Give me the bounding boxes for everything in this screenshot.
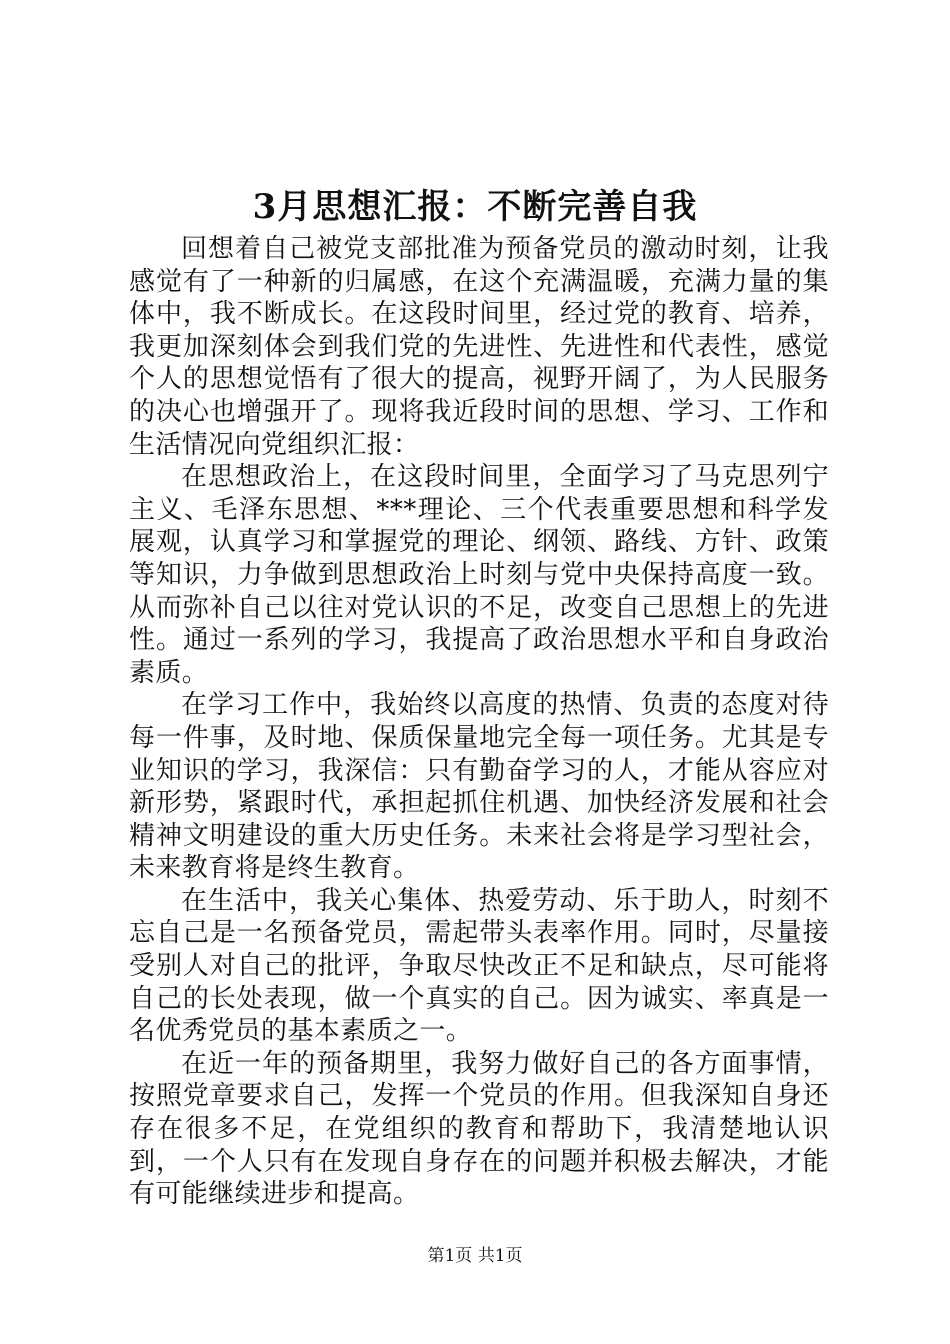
page-footer: 第1页 共1页 (427, 1246, 523, 1266)
paragraph: 在思想政治上，在这段时间里，全面学习了马克思列宁主义、毛泽东思想、***理论、三个代表重要思想和科学发展观，认真学习和掌握党的理论、纲领、路线、方针、政策等知识，力争做到思想政治上时刻与党中央保持高度一致。从而弥补自己以往对党认识的不足，改变自己思想上的先进性。通过一系列的学习，我提高了政治思想水平和自身政治素质。 (129, 462, 829, 688)
document-title: 3月思想汇报：不断完善自我 (252, 187, 698, 227)
paragraph: 在生活中，我关心集体、热爱劳动、乐于助人，时刻不忘自己是一名预备党员，需起带头表率作用。同时，尽量接受别人对自己的批评，争取尽快改正不足和缺点，尽可能将自己的长处表现，做一个真实的自己。因为诚实、率真是一名优秀党员的基本素质之一。 (129, 885, 829, 1047)
paragraph: 在学习工作中，我始终以高度的热情、负责的态度对待每一件事，及时地、保质保量地完全每一项任务。尤其是专业知识的学习，我深信：只有勤奋学习的人，才能从容应对新形势，紧跟时代，承担起抓住机遇、加快经济发展和社会精神文明建设的重大历史任务。未来社会将是学习型社会，未来教育将是终生教育。 (129, 690, 829, 884)
paragraph: 回想着自己被党支部批准为预备党员的激动时刻，让我感觉有了一种新的归属感，在这个充满温暖，充满力量的集体中，我不断成长。在这段时间里，经过党的教育、培养，我更加深刻体会到我们党的先进性、先进性和代表性，感觉个人的思想觉悟有了很大的提高，视野开阔了，为人民服务的决心也增强开了。现将我近段时间的思想、学习、工作和生活情况向党组织汇报： (129, 234, 829, 460)
document-body (129, 233, 829, 1211)
paragraph: 在近一年的预备期里，我努力做好自己的各方面事情，按照党章要求自己，发挥一个党员的作用。但我深知自身还存在很多不足，在党组织的教育和帮助下，我清楚地认识到，一个人只有在发现自身存在的问题并积极去解决，才能有可能继续进步和提高。 (129, 1048, 829, 1210)
